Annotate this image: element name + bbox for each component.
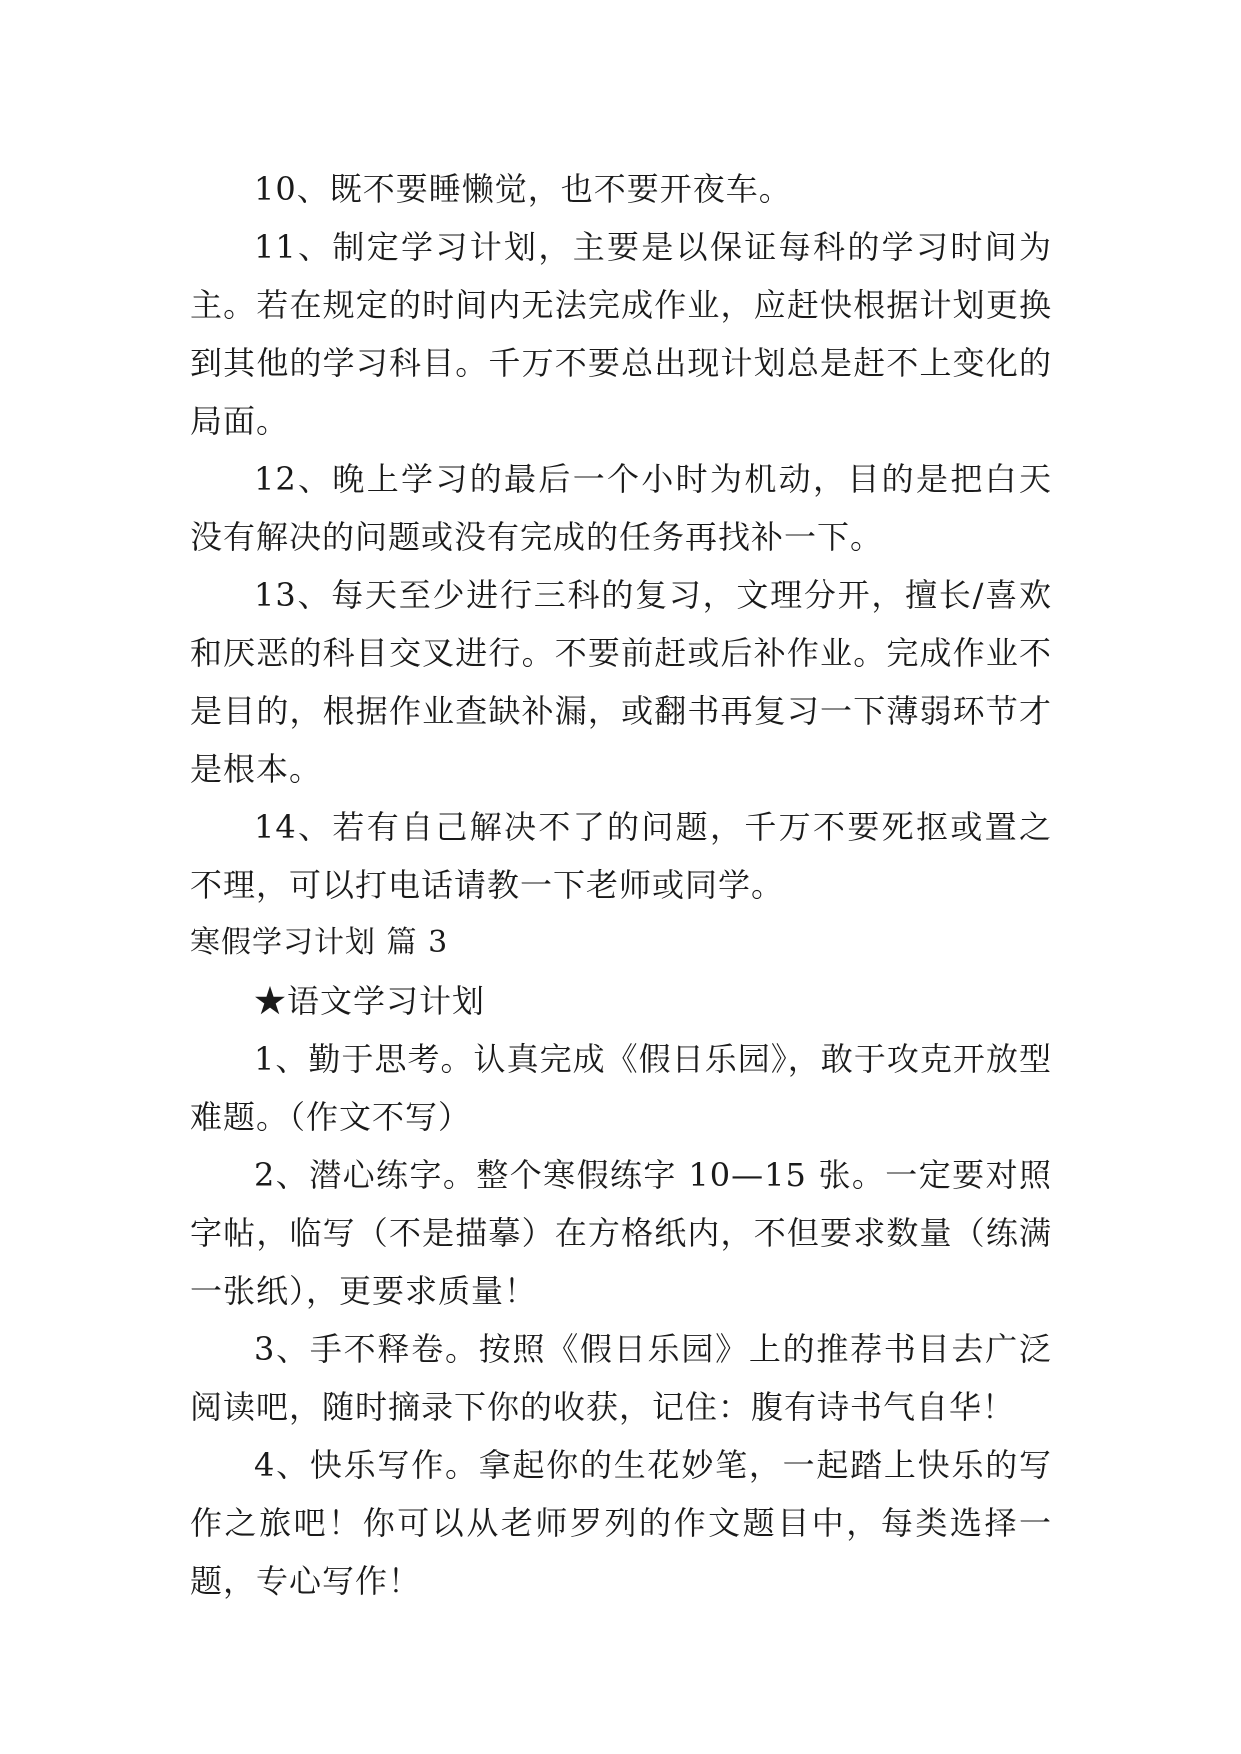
item-3: 3、手不释卷。按照《假日乐园》上的推荐书目去广泛阅读吧，随时摘录下你的收获，记住：腹有诗书气自华！ bbox=[190, 1330, 1052, 1426]
item-1: 1、勤于思考。认真完成《假日乐园》，敢于攻克开放型难题。（作文不写） bbox=[190, 1040, 1052, 1136]
chinese-study-plan-subheading: ★语文学习计划 bbox=[254, 982, 486, 1020]
paragraph-14: 14、若有自己解决不了的问题，千万不要死抠或置之不理，可以打电话请教一下老师或同学。 bbox=[190, 808, 1052, 904]
item-2: 2、潜心练字。整个寒假练字 10—15 张。一定要对照字帖，临写（不是描摹）在方格纸内，不但要求数量（练满一张纸），更要求质量！ bbox=[190, 1156, 1052, 1310]
item-4: 4、快乐写作。拿起你的生花妙笔，一起踏上快乐的写作之旅吧！你可以从老师罗列的作文题目中，每类选择一题，专心写作！ bbox=[190, 1446, 1052, 1600]
paragraph-10: 10、既不要睡懒觉，也不要开夜车。 bbox=[254, 170, 792, 208]
paragraph-13: 13、每天至少进行三科的复习，文理分开，擅长/喜欢和厌恶的科目交叉进行。不要前赶或后补作业。完成作业不是目的，根据作业查缺补漏，或翻书再复习一下薄弱环节才是根本。 bbox=[190, 576, 1052, 788]
paragraph-12: 12、晚上学习的最后一个小时为机动，目的是把白天没有解决的问题或没有完成的任务再找补一下。 bbox=[190, 460, 1052, 556]
paragraph-11: 11、制定学习计划，主要是以保证每科的学习时间为主。若在规定的时间内无法完成作业，应赶快根据计划更换到其他的学习科目。千万不要总出现计划总是赶不上变化的局面。 bbox=[190, 228, 1052, 440]
document-page bbox=[190, 160, 1052, 1610]
section-heading: 寒假学习计划 篇 3 bbox=[190, 925, 449, 960]
